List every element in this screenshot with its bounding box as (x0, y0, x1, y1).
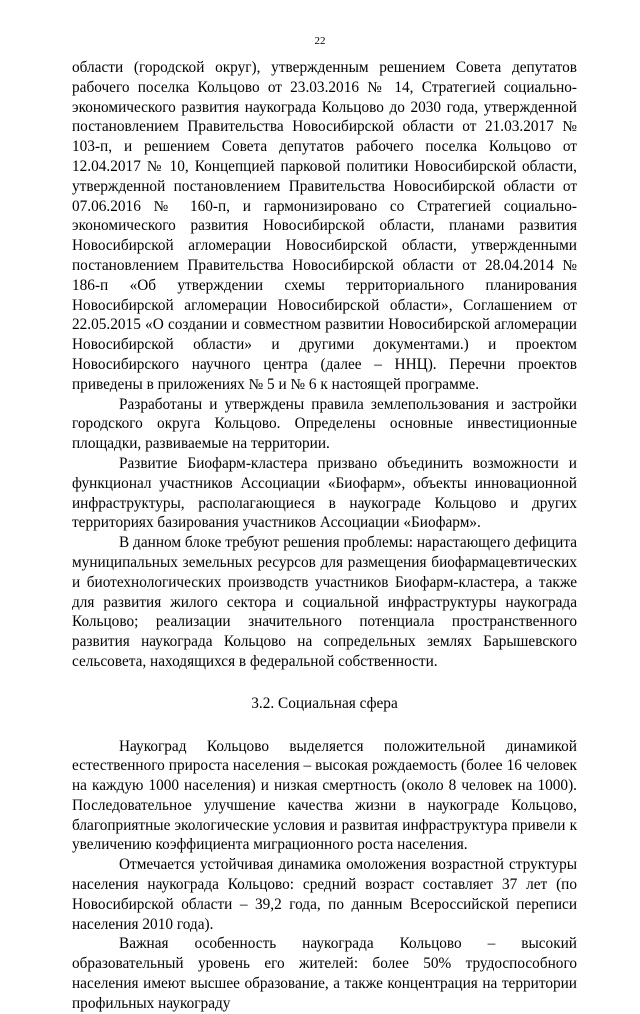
paragraph-age-structure: Отмечается устойчивая динамика омоложения возрастной структуры населения наукограда Кольцово: средний возраст составляет 37 лет (по Новосибирской области – 39,2 года, по данным Всероссийской переписи населения 2010 года). (72, 856, 577, 933)
page-number: 22 (314, 35, 326, 47)
paragraph-population-growth: Наукоград Кольцово выделяется положительной динамикой естественного прироста населения – высокая рождаемость (более 16 человек на каждую 1000 населения) и низкая смертность (около 8 человек на 1000). Последовательное улучшение качества жизни в наукограде Кольцово, благоприятные экологические условия и развитая инфраструктура привели к увеличению коэффициента миграционного роста населения. (72, 737, 577, 854)
paragraph-land-use-rules: Разработаны и утверждены правила землепользования и застройки городского округа Кольцово. Определены основные инвестиционные площадки, развиваемые на территории. (72, 395, 577, 453)
document-body (72, 58, 577, 1014)
paragraph-education-level: Важная особенность наукограда Кольцово – высокий образовательный уровень его жителей: более 50% трудоспособного населения имеют высшее образование, а также концентрация на территории профильных наукограду (72, 935, 577, 1012)
section-heading: 3.2. Социальная сфера (251, 694, 398, 712)
paragraph-continuation: области (городской округ), утвержденным решением Совета депутатов рабочего поселка Кольцово от 23.03.2016 № 14, Стратегией социально-экономического развития наукограда Кольцово до 2030 года, утвержденной постановлением Правительства Новосибирской области от 21.03.2017 № 103-п, и решением Совета депутатов рабочего поселка Кольцово от 12.04.2017 № 10, Концепцией парковой политики Новосибирской области, утвержденной постановлением Правительства Новосибирской области от 07.06.2016 № 160-п, и гармонизировано со Стратегией социально-экономического развития Новосибирской области, планами развития Новосибирской агломерации Новосибирской области, утвержденными постановлением Правительства Новосибирской области от 28.04.2014 № 186-п «Об утверждении схемы территориального планирования Новосибирской агломерации Новосибирской области», Соглашением от 22.05.2015 «О создании и совместном развитии Новосибирской агломерации Новосибирской области» и другими документами.) и проектом Новосибирского научного центра (далее – ННЦ). Перечни проектов приведены в приложениях № 5 и № 6 к настоящей программе. (72, 59, 577, 393)
paragraph-biopharm-cluster: Развитие Биофарм-кластера призвано объединить возможности и функционал участников Ассоциации «Биофарм», объекты инновационной инфраструктуры, располагающиеся в наукограде Кольцово и других территориях базирования участников Ассоциации «Биофарм». (72, 454, 577, 532)
paragraph-problems-block: В данном блоке требуют решения проблемы: нарастающего дефицита муниципальных земельных ресурсов для размещения биофармацевтических и биотехнологических производств участников Биофарм-кластера, а также для развития жилого сектора и социальной инфраструктуры наукограда Кольцово; реализации значительного потенциала пространственного развития наукограда Кольцово на сопредельных землях Барышевского сельсовета, находящихся в федеральной собственности. (72, 534, 577, 670)
